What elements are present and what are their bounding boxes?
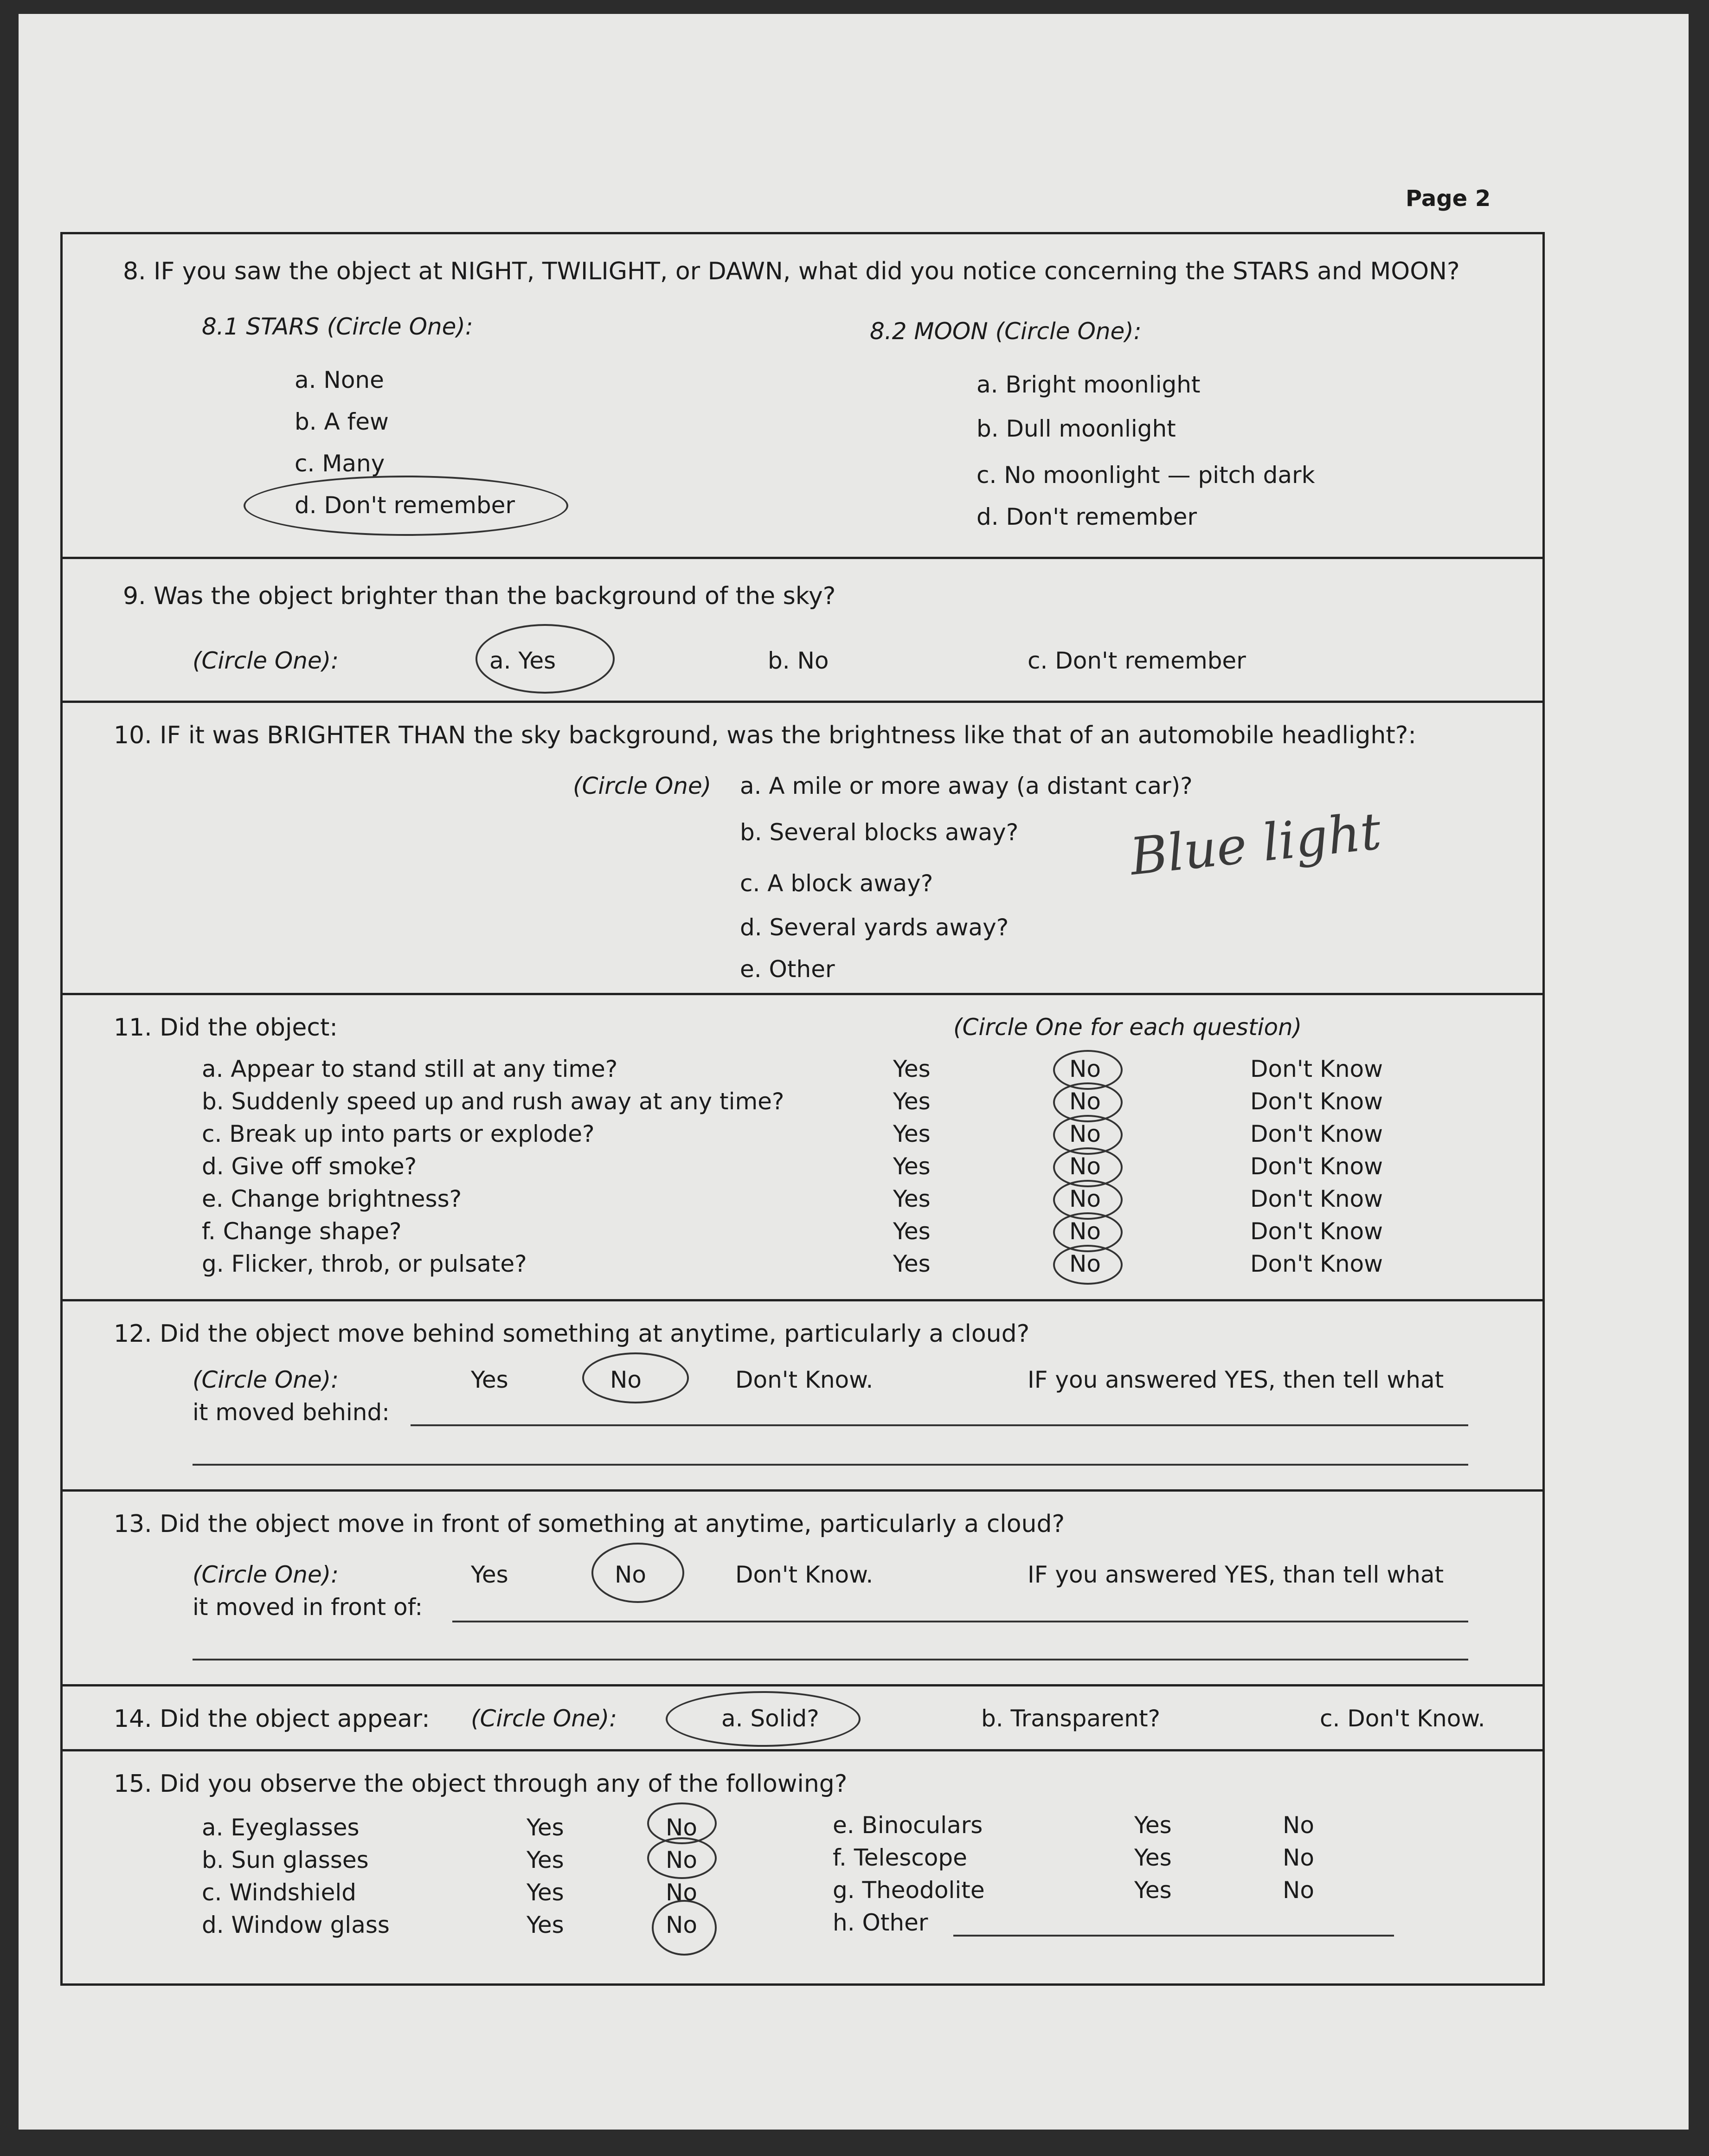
- q15-no[interactable]: No: [666, 1879, 697, 1906]
- question-8: [63, 234, 1542, 559]
- q10-option[interactable]: d. Several yards away?: [740, 914, 1009, 941]
- q10-circle-one: (Circle One): [573, 772, 712, 799]
- q8-moon-option[interactable]: a. Bright moonlight: [977, 371, 1201, 398]
- question-14: [63, 1686, 1542, 1751]
- q11-dont-know[interactable]: Don't Know: [1250, 1055, 1383, 1082]
- q8-moon-label: 8.2 MOON (Circle One):: [870, 318, 1142, 345]
- answer-circle-mark: [244, 476, 568, 536]
- q15-no[interactable]: No: [1283, 1877, 1314, 1904]
- q12-yes[interactable]: Yes: [471, 1366, 508, 1393]
- q9-option[interactable]: c. Don't remember: [1028, 647, 1246, 674]
- q11-yes[interactable]: Yes: [893, 1055, 931, 1082]
- question-13: [63, 1492, 1542, 1686]
- q11-no[interactable]: No: [1069, 1218, 1101, 1245]
- q15-yes[interactable]: Yes: [1134, 1877, 1172, 1904]
- q11-dont-know[interactable]: Don't Know: [1250, 1218, 1383, 1245]
- q11-yes[interactable]: Yes: [893, 1185, 931, 1212]
- q15-item-label: d. Window glass: [202, 1911, 390, 1938]
- q11-item-label: c. Break up into parts or explode?: [202, 1120, 595, 1147]
- q10-option[interactable]: e. Other: [740, 956, 835, 983]
- q10-option[interactable]: b. Several blocks away?: [740, 819, 1019, 846]
- answer-circle-mark: [582, 1352, 689, 1403]
- q9-circle-one: (Circle One):: [193, 647, 339, 674]
- q13-circle-one: (Circle One):: [193, 1561, 339, 1588]
- questionnaire-form: [60, 232, 1545, 1986]
- q12-answer-line[interactable]: [193, 1464, 1468, 1466]
- q12-no[interactable]: No: [610, 1366, 642, 1393]
- q11-dont-know[interactable]: Don't Know: [1250, 1250, 1383, 1277]
- q15-item-label: a. Eyeglasses: [202, 1814, 360, 1841]
- q13-dont-know[interactable]: Don't Know.: [735, 1561, 874, 1588]
- q8-moon-option[interactable]: c. No moonlight — pitch dark: [977, 462, 1315, 489]
- q12-follow-label: it moved behind:: [193, 1399, 390, 1426]
- q8-star-option[interactable]: c. Many: [295, 450, 385, 477]
- question-9: [63, 559, 1542, 703]
- q15-item-label: c. Windshield: [202, 1879, 356, 1906]
- answer-circle-mark: [666, 1691, 861, 1747]
- q11-dont-know[interactable]: Don't Know: [1250, 1153, 1383, 1180]
- q15-item-label: b. Sun glasses: [202, 1847, 369, 1873]
- q8-star-option[interactable]: a. None: [295, 367, 384, 393]
- question-12: [63, 1301, 1542, 1492]
- q11-dont-know[interactable]: Don't Know: [1250, 1185, 1383, 1212]
- q15-yes[interactable]: Yes: [1134, 1844, 1172, 1871]
- q15-item-label: g. Theodolite: [833, 1877, 985, 1904]
- q15-question: 15. Did you observe the object through any of the following?: [114, 1770, 848, 1798]
- q14-option[interactable]: b. Transparent?: [981, 1705, 1161, 1732]
- q13-follow-label: it moved in front of:: [193, 1594, 423, 1621]
- q15-no[interactable]: No: [666, 1847, 697, 1873]
- q9-option[interactable]: b. No: [768, 647, 829, 674]
- answer-circle-mark: [591, 1543, 684, 1603]
- q8-star-option[interactable]: b. A few: [295, 408, 389, 435]
- q15-yes[interactable]: Yes: [527, 1911, 564, 1938]
- answer-circle-mark: [652, 1900, 717, 1956]
- q15-no[interactable]: No: [666, 1911, 697, 1938]
- q8-question: 8. IF you saw the object at NIGHT, TWILIGHT, or DAWN, what did you notice concerning the STARS and MOON?: [123, 257, 1460, 285]
- question-15: [63, 1751, 1542, 1988]
- paper-sheet: [19, 14, 1689, 2130]
- q15-yes[interactable]: Yes: [527, 1814, 564, 1841]
- q13-if-yes: IF you answered YES, than tell what: [1028, 1561, 1444, 1588]
- q15-yes[interactable]: Yes: [1134, 1812, 1172, 1839]
- q14-circle-one: (Circle One):: [471, 1705, 617, 1732]
- q11-no[interactable]: No: [1069, 1153, 1101, 1180]
- q11-item-label: f. Change shape?: [202, 1218, 402, 1245]
- q11-no[interactable]: No: [1069, 1250, 1101, 1277]
- q13-question: 13. Did the object move in front of something at anytime, particularly a cloud?: [114, 1510, 1065, 1538]
- q11-item-label: g. Flicker, throb, or pulsate?: [202, 1250, 527, 1277]
- answer-circle-mark: [647, 1837, 717, 1879]
- q12-circle-one: (Circle One):: [193, 1366, 339, 1393]
- q15-item-label: f. Telescope: [833, 1844, 967, 1871]
- q12-question: 12. Did the object move behind something at anytime, particularly a cloud?: [114, 1320, 1030, 1348]
- q14-option[interactable]: c. Don't Know.: [1320, 1705, 1485, 1732]
- q13-answer-line[interactable]: [452, 1621, 1468, 1622]
- q9-option[interactable]: a. Yes: [489, 647, 556, 674]
- q14-question: 14. Did the object appear:: [114, 1705, 430, 1733]
- q15-item-label: h. Other: [833, 1909, 928, 1936]
- handwritten-note: Blue light: [1127, 801, 1384, 887]
- q11-item-label: a. Appear to stand still at any time?: [202, 1055, 618, 1082]
- q11-yes[interactable]: Yes: [893, 1120, 931, 1147]
- q11-yes[interactable]: Yes: [893, 1250, 931, 1277]
- q8-moon-option[interactable]: b. Dull moonlight: [977, 415, 1176, 442]
- q11-dont-know[interactable]: Don't Know: [1250, 1088, 1383, 1115]
- q11-no[interactable]: No: [1069, 1120, 1101, 1147]
- q11-yes[interactable]: Yes: [893, 1153, 931, 1180]
- q15-no[interactable]: No: [1283, 1844, 1314, 1871]
- q11-no[interactable]: No: [1069, 1055, 1101, 1082]
- q13-no[interactable]: No: [615, 1561, 646, 1588]
- q12-if-yes: IF you answered YES, then tell what: [1028, 1366, 1444, 1393]
- q10-option[interactable]: a. A mile or more away (a distant car)?: [740, 772, 1193, 799]
- q13-yes[interactable]: Yes: [471, 1561, 508, 1588]
- q11-item-label: e. Change brightness?: [202, 1185, 462, 1212]
- q11-item-label: d. Give off smoke?: [202, 1153, 417, 1180]
- q15-other-line[interactable]: [953, 1935, 1394, 1937]
- q13-answer-line[interactable]: [193, 1659, 1468, 1660]
- q14-option[interactable]: a. Solid?: [721, 1705, 819, 1732]
- q9-question: 9. Was the object brighter than the background of the sky?: [123, 582, 836, 610]
- q11-yes[interactable]: Yes: [893, 1218, 931, 1245]
- question-11: [63, 995, 1542, 1301]
- question-10: [63, 703, 1542, 995]
- q12-dont-know[interactable]: Don't Know.: [735, 1366, 874, 1393]
- q11-dont-know[interactable]: Don't Know: [1250, 1120, 1383, 1147]
- q15-item-label: e. Binoculars: [833, 1812, 983, 1839]
- q8-star-option[interactable]: d. Don't remember: [295, 492, 515, 519]
- q11-no[interactable]: No: [1069, 1088, 1101, 1115]
- q10-option[interactable]: c. A block away?: [740, 870, 933, 897]
- q15-yes[interactable]: Yes: [527, 1879, 564, 1906]
- page-number: Page 2: [1406, 186, 1491, 212]
- q11-yes[interactable]: Yes: [893, 1088, 931, 1115]
- answer-circle-mark: [475, 624, 615, 694]
- q12-answer-line[interactable]: [411, 1424, 1468, 1426]
- answer-circle-mark: [1053, 1245, 1123, 1285]
- q15-no[interactable]: No: [1283, 1812, 1314, 1839]
- q8-moon-option[interactable]: d. Don't remember: [977, 503, 1197, 530]
- q11-circle-one: (Circle One for each question): [953, 1014, 1302, 1041]
- q11-no[interactable]: No: [1069, 1185, 1101, 1212]
- q15-no[interactable]: No: [666, 1814, 697, 1841]
- q10-question: 10. IF it was BRIGHTER THAN the sky background, was the brightness like that of an automobile headlight?:: [114, 721, 1416, 749]
- q8-stars-label: 8.1 STARS (Circle One):: [202, 313, 473, 340]
- q15-yes[interactable]: Yes: [527, 1847, 564, 1873]
- q11-item-label: b. Suddenly speed up and rush away at any time?: [202, 1088, 784, 1115]
- q11-question: 11. Did the object:: [114, 1014, 338, 1042]
